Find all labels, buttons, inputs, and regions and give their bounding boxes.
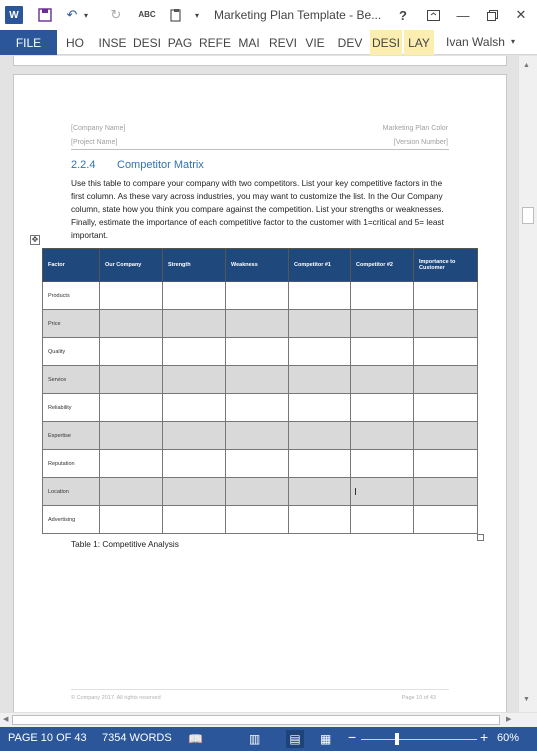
tab-review[interactable]: REVI: [268, 35, 297, 50]
table-cell[interactable]: [100, 450, 163, 478]
footer-copyright: © Company 2017. All rights reserved: [71, 695, 161, 701]
document-area[interactable]: [0, 56, 518, 712]
table-header-cell[interactable]: Strength: [163, 249, 226, 282]
table-cell[interactable]: [351, 366, 414, 394]
user-account[interactable]: Ivan Walsh: [446, 35, 505, 49]
spelling-icon[interactable]: ABC: [138, 10, 156, 19]
header-project: [Project Name]: [71, 139, 118, 146]
tab-developer[interactable]: DEV: [337, 35, 363, 50]
table-row: [43, 366, 478, 394]
tab-page-layout[interactable]: PAG: [167, 35, 193, 50]
section-number: 2.2.4: [71, 159, 96, 171]
table-header-cell[interactable]: Competitor #1: [289, 249, 351, 282]
table-cell[interactable]: [289, 506, 351, 534]
table-cell[interactable]: [414, 450, 478, 478]
factor-cell[interactable]: Products: [43, 282, 100, 310]
table-cell[interactable]: [414, 422, 478, 450]
table-cell[interactable]: [289, 338, 351, 366]
table-cell[interactable]: [100, 478, 163, 506]
table-cell[interactable]: [226, 282, 289, 310]
tab-view[interactable]: VIE: [305, 35, 325, 50]
factor-cell[interactable]: Service: [43, 366, 100, 394]
table-cell[interactable]: [100, 310, 163, 338]
table-header-cell[interactable]: Weakness: [226, 249, 289, 282]
help-button[interactable]: ?: [399, 7, 407, 23]
web-layout-icon[interactable]: ▦: [320, 732, 332, 746]
table-cell[interactable]: [289, 366, 351, 394]
table-row: [43, 282, 478, 310]
tab-table-layout[interactable]: LAY: [404, 30, 434, 55]
redo-icon[interactable]: ↻: [110, 7, 122, 22]
table-cell[interactable]: [351, 478, 414, 506]
scroll-right-icon[interactable]: ▶: [506, 716, 512, 723]
table-row: [43, 422, 478, 450]
table-cell[interactable]: [226, 422, 289, 450]
window-title: Marketing Plan Template - Be...: [214, 8, 382, 22]
factor-cell[interactable]: Quality: [43, 338, 100, 366]
table-resize-handle[interactable]: [477, 534, 484, 541]
table-cell[interactable]: [163, 478, 226, 506]
table-cell[interactable]: [100, 422, 163, 450]
table-cell[interactable]: [226, 310, 289, 338]
table-cell[interactable]: [163, 422, 226, 450]
scroll-down-icon[interactable]: ▼: [523, 696, 530, 703]
header-version: [Version Number]: [393, 139, 448, 146]
table-cell[interactable]: [226, 450, 289, 478]
table-cell[interactable]: [163, 338, 226, 366]
table-cell[interactable]: [351, 394, 414, 422]
vertical-scrollbar[interactable]: [518, 56, 537, 712]
factor-cell[interactable]: Reputation: [43, 450, 100, 478]
table-move-handle-icon[interactable]: ✥: [31, 235, 39, 244]
table-caption: Table 1: Competitive Analysis: [71, 539, 179, 549]
save-icon[interactable]: [37, 6, 53, 24]
ribbon-display-options-icon[interactable]: [425, 6, 441, 24]
tab-references[interactable]: REFE: [199, 35, 232, 50]
zoom-level[interactable]: 60%: [497, 732, 520, 744]
table-cell[interactable]: [414, 394, 478, 422]
tab-insert[interactable]: INSE: [98, 35, 127, 50]
footer-rule: [71, 689, 449, 690]
table-cell[interactable]: [414, 478, 478, 506]
restore-icon[interactable]: [484, 6, 500, 24]
table-cell[interactable]: [351, 422, 414, 450]
ribbon-tab-bar: [0, 30, 537, 55]
table-header-cell[interactable]: Factor: [43, 249, 100, 282]
vertical-scroll-thumb[interactable]: [522, 207, 534, 224]
horizontal-scroll-thumb[interactable]: [12, 715, 500, 725]
undo-icon[interactable]: ↶: [66, 7, 78, 22]
table-cell[interactable]: [351, 282, 414, 310]
text-cursor: [355, 488, 356, 495]
table-cell[interactable]: [414, 310, 478, 338]
tab-file[interactable]: FILE: [0, 30, 57, 55]
document-page[interactable]: [13, 74, 507, 712]
table-cell[interactable]: [226, 394, 289, 422]
zoom-slider-thumb[interactable]: [395, 733, 399, 745]
factor-cell[interactable]: Price: [43, 310, 100, 338]
table-cell[interactable]: [414, 338, 478, 366]
clipboard-icon[interactable]: [168, 6, 184, 24]
table-cell[interactable]: [100, 506, 163, 534]
header-company: [Company Name]: [71, 125, 126, 132]
table-cell[interactable]: [414, 506, 478, 534]
table-cell[interactable]: [289, 422, 351, 450]
table-cell[interactable]: [226, 478, 289, 506]
table-cell[interactable]: [414, 366, 478, 394]
zoom-slider[interactable]: [361, 739, 477, 740]
table-cell[interactable]: [289, 450, 351, 478]
table-cell[interactable]: [289, 310, 351, 338]
chevron-down-icon[interactable]: ▾: [511, 37, 516, 46]
tab-home[interactable]: HO: [66, 35, 84, 50]
undo-dropdown-icon[interactable]: ▾: [83, 10, 88, 20]
table-cell[interactable]: [351, 450, 414, 478]
factor-cell[interactable]: Location: [43, 478, 100, 506]
factor-cell[interactable]: Expertise: [43, 422, 100, 450]
table-cell[interactable]: [163, 310, 226, 338]
table-header-cell[interactable]: Our Company: [100, 249, 163, 282]
table-cell[interactable]: [100, 338, 163, 366]
table-row: [43, 338, 478, 366]
zoom-in-button[interactable]: +: [480, 729, 489, 745]
table-header-cell[interactable]: Importance to Customer: [414, 249, 478, 282]
table-cell[interactable]: [163, 506, 226, 534]
minimize-icon[interactable]: —: [456, 7, 470, 23]
previous-page: [13, 56, 507, 66]
print-layout-icon[interactable]: ▤: [286, 730, 304, 748]
table-cell[interactable]: [163, 394, 226, 422]
table-row: [43, 506, 478, 534]
customize-qat-icon[interactable]: ▾: [194, 10, 199, 20]
scroll-up-icon[interactable]: ▲: [523, 62, 530, 69]
table-cell[interactable]: [226, 506, 289, 534]
tab-mailings[interactable]: MAI: [238, 35, 260, 50]
table-row: [43, 450, 478, 478]
table-cell[interactable]: [100, 366, 163, 394]
table-cell[interactable]: [226, 338, 289, 366]
title-bar: [0, 0, 537, 30]
section-title: Competitor Matrix: [117, 159, 204, 171]
tab-table-design[interactable]: DESI: [370, 30, 402, 55]
factor-cell[interactable]: Advertising: [43, 506, 100, 534]
word-logo-icon[interactable]: W: [5, 6, 23, 24]
table-row: [43, 478, 478, 506]
competitor-table[interactable]: [42, 248, 478, 534]
proofing-icon[interactable]: 📖: [188, 732, 203, 746]
zoom-out-button[interactable]: −: [348, 729, 357, 745]
page-count-status[interactable]: PAGE 10 OF 43: [8, 732, 87, 744]
table-cell[interactable]: [289, 282, 351, 310]
factor-cell[interactable]: Reliability: [43, 394, 100, 422]
table-cell[interactable]: [351, 310, 414, 338]
table-cell[interactable]: [100, 394, 163, 422]
table-cell[interactable]: [351, 338, 414, 366]
table-cell[interactable]: [163, 282, 226, 310]
table-row: [43, 394, 478, 422]
table-cell[interactable]: [351, 506, 414, 534]
header-rule: [71, 149, 449, 150]
table-cell[interactable]: [414, 282, 478, 310]
footer-page-number: Page 10 of 43: [401, 695, 436, 701]
table-cell[interactable]: [100, 282, 163, 310]
status-bar: [0, 727, 537, 751]
table-cell[interactable]: [289, 394, 351, 422]
read-mode-icon[interactable]: ▥: [249, 732, 261, 746]
horizontal-scrollbar[interactable]: [0, 712, 537, 727]
table-header-cell[interactable]: Competitor #2: [351, 249, 414, 282]
header-doc-type: Marketing Plan Color: [382, 125, 448, 132]
body-paragraph[interactable]: Use this table to compare your company with two competitors. List your key competitive factors in the first column. As these vary across industries, you may want to customize the list. In the Our Company column, state how you think you compare against the competition. List your strengths or weaknesses. Finally, estimate the importance of each competitive factor to the customer with 1=critical and 5= least important.: [71, 178, 444, 240]
close-icon[interactable]: ✕: [515, 7, 527, 22]
tab-design[interactable]: DESI: [132, 35, 161, 50]
scroll-left-icon[interactable]: ◀: [3, 716, 9, 723]
table-header-row: [43, 249, 478, 282]
table-row: [43, 310, 478, 338]
word-count-status[interactable]: 7354 WORDS: [102, 732, 172, 744]
table-cell[interactable]: [226, 366, 289, 394]
table-cell[interactable]: [163, 366, 226, 394]
table-cell[interactable]: [163, 450, 226, 478]
table-cell[interactable]: [289, 478, 351, 506]
